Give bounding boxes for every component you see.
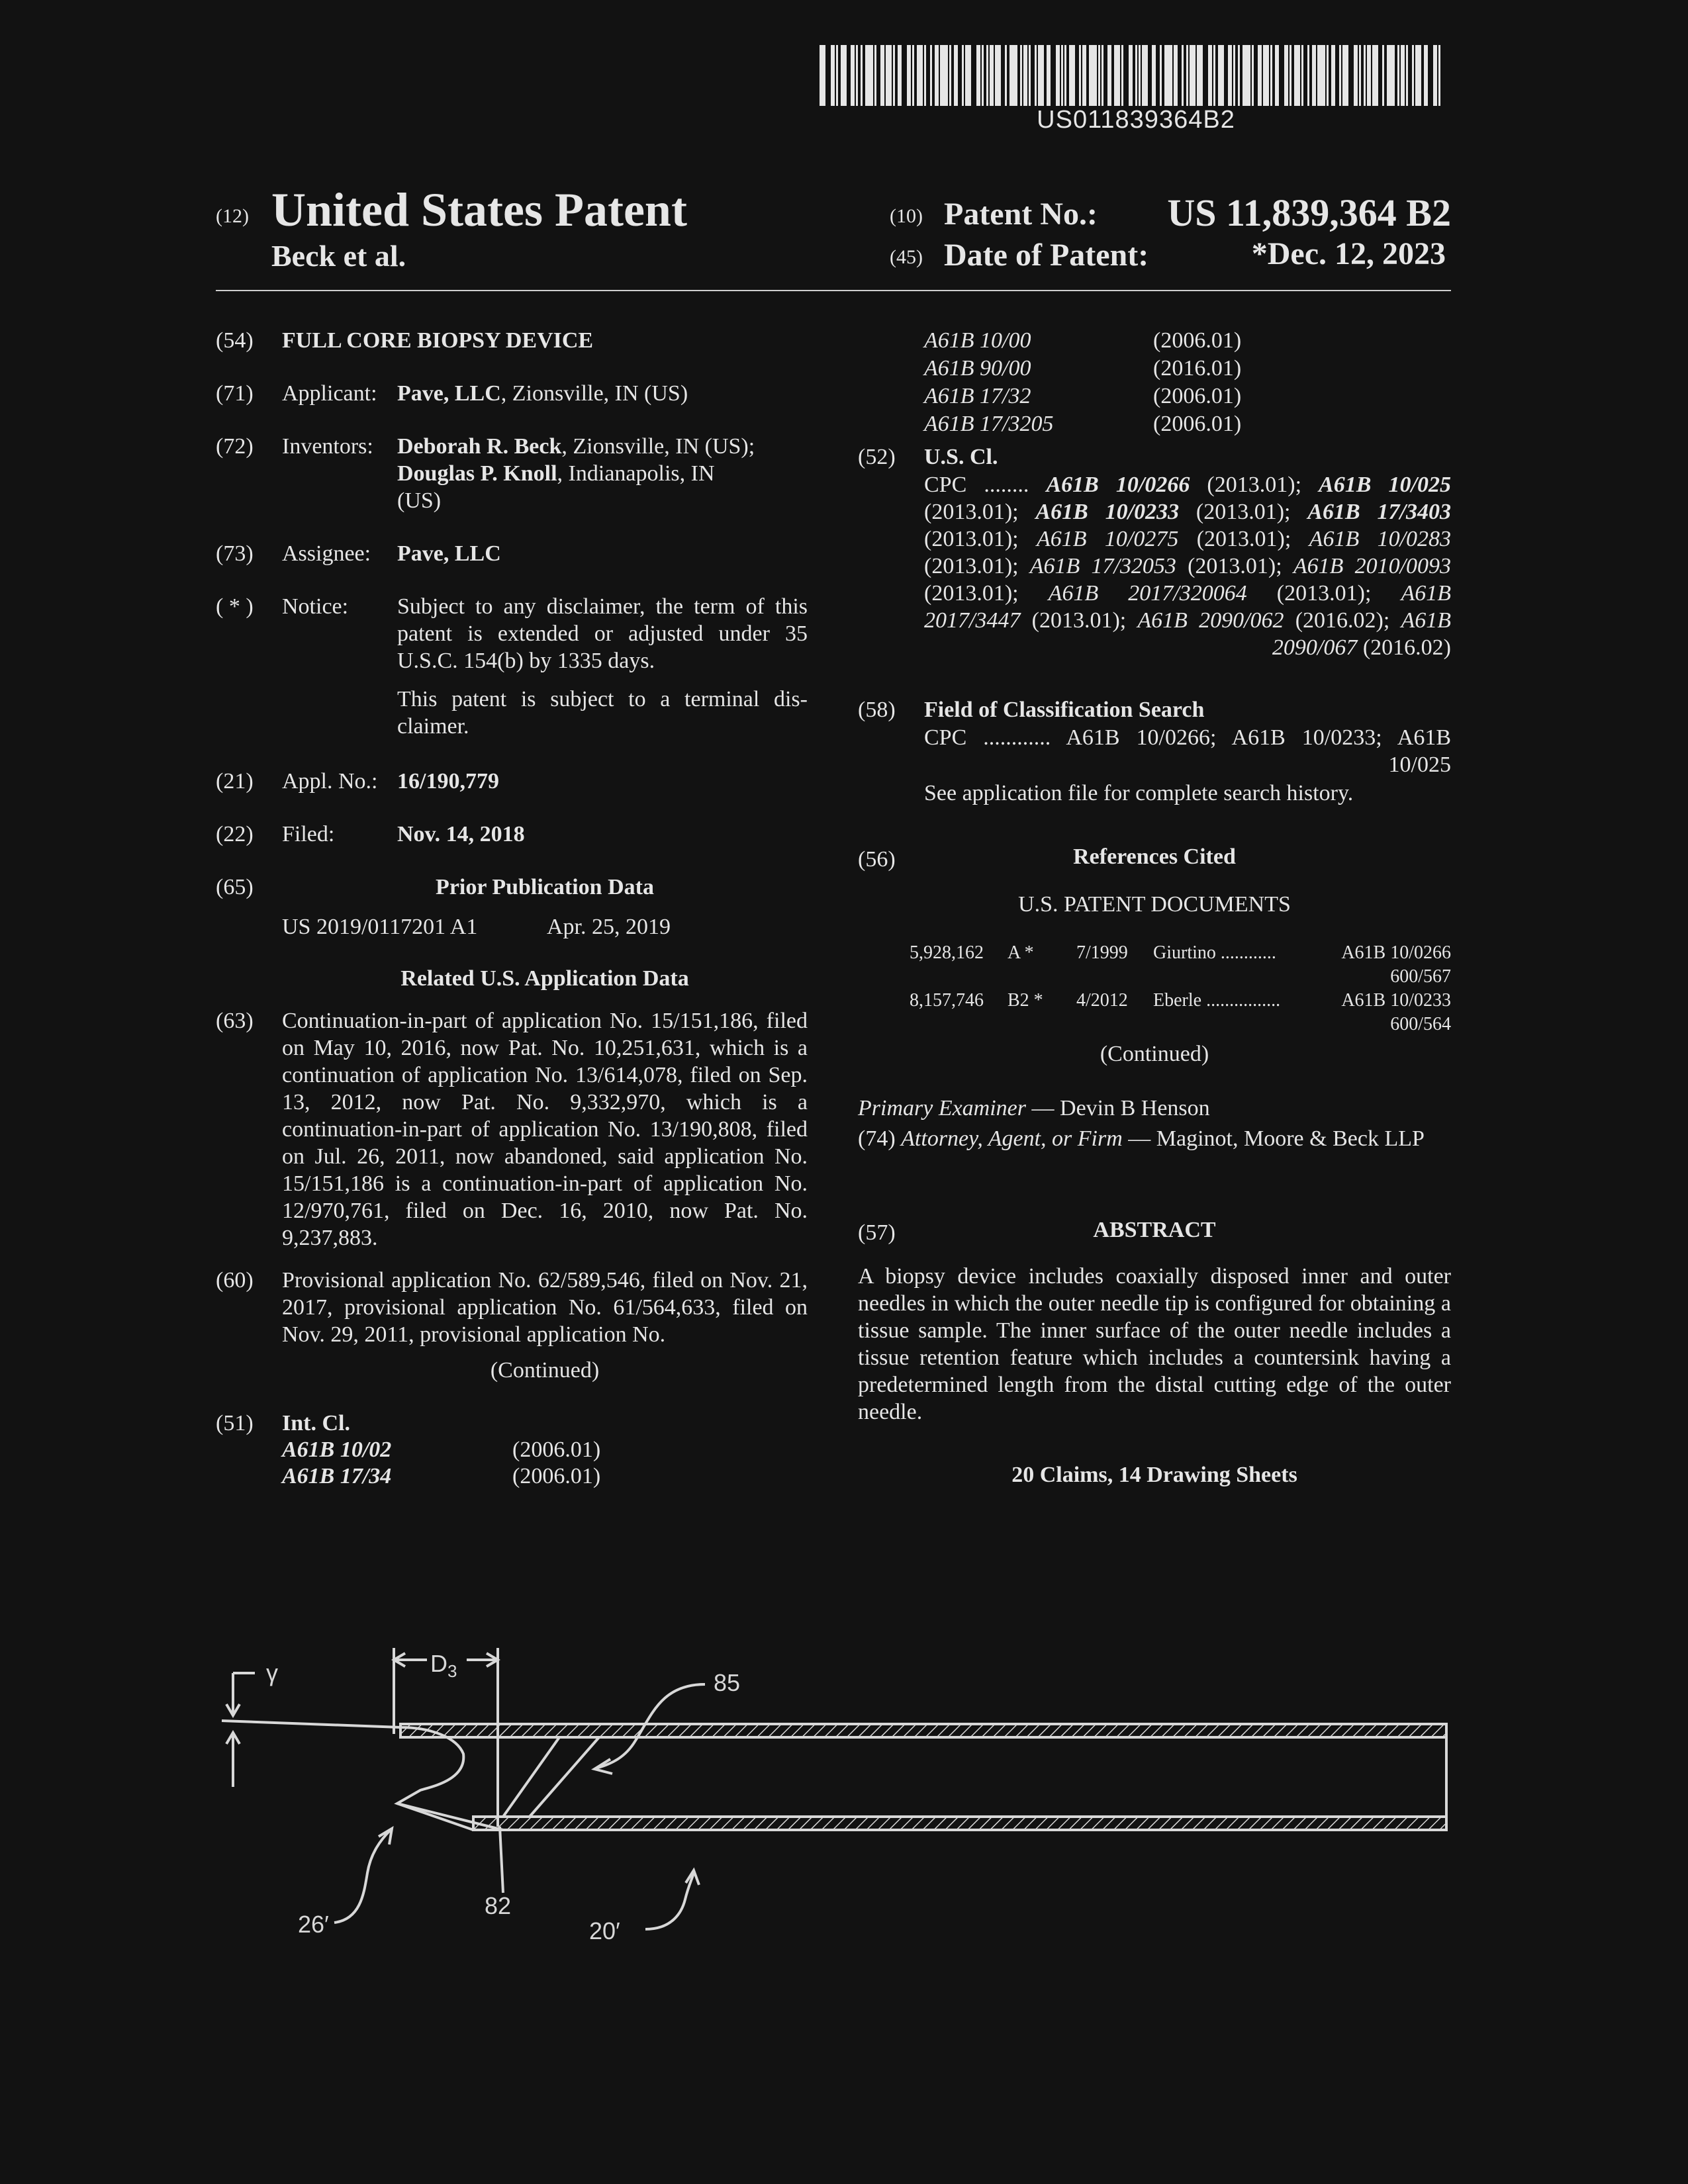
prior-publication-number: US 2019/0117201 A1 (282, 915, 478, 939)
code-58: (58) (858, 698, 896, 722)
field-search-label: Field of Classification Search (924, 698, 1205, 722)
assignee: Pave, LLC (397, 541, 501, 566)
inventors-short: Beck et al. (271, 239, 406, 273)
label-gamma: γ (266, 1659, 278, 1686)
invention-title: FULL CORE BIOPSY DEVICE (282, 328, 594, 353)
appl-no-label: Appl. No.: (282, 769, 378, 794)
countersink-line (530, 1737, 599, 1817)
label-26: 26′ (298, 1911, 329, 1938)
gamma-arrow (226, 1673, 240, 1715)
code-10: (10) (890, 205, 923, 227)
related-data-heading: Related U.S. Application Data (400, 966, 689, 991)
int-cl-version: (2006.01) (1153, 328, 1242, 353)
int-cl-code: A61B 17/34 (282, 1464, 392, 1488)
needle-bottom-wall (473, 1817, 1446, 1830)
cpc-classifications: CPC ........ A61B 10/0266 (2013.01); A61B 10/025 (2013.01); A61B 10/0233 (2013.01); A61B 17/3403 (2013.01); A61B 10/0275 (2013.01); A61B 10/0283 (2013.01); A61B 17/32053 (2013.01); A61B 2010/0093 (2013.01); A61B 2017/320064 (2013.01); A61B 2017/3447 (2013.01); A61B 2090/062 (2016.02); A61B 2090/067 (2016.02) (924, 473, 1452, 660)
reference-date: 7/1999 (1076, 942, 1128, 963)
label-85: 85 (714, 1669, 741, 1696)
left-continued: (Continued) (490, 1358, 600, 1383)
claims-and-sheets: 20 Claims, 14 Drawing Sheets (1011, 1463, 1297, 1487)
countersink-line (503, 1737, 559, 1817)
applicant: Pave, LLC, Zionsville, IN (US) (397, 381, 688, 406)
leader-26 (334, 1830, 391, 1923)
int-cl-version: (2006.01) (1153, 384, 1242, 408)
int-cl-version: (2006.01) (512, 1437, 601, 1462)
int-cl-code: A61B 10/02 (282, 1437, 392, 1462)
date-of-patent: *Dec. 12, 2023 (1251, 236, 1446, 271)
publication-number: US011839364B2 (1037, 106, 1235, 134)
code-52: (52) (858, 445, 896, 469)
reference-name: Giurtino ............ (1153, 942, 1276, 963)
notice-label: Notice: (282, 594, 349, 619)
abstract-heading: ABSTRACT (1093, 1218, 1216, 1242)
reference-kind: B2 * (1008, 990, 1043, 1011)
references-continued: (Continued) (1100, 1042, 1209, 1066)
label-20: 20′ (589, 1917, 620, 1944)
code-22: (22) (216, 822, 254, 846)
primary-examiner: Primary Examiner — Devin B Henson (858, 1096, 1210, 1120)
reference-class: A61B 10/0266 (1341, 942, 1451, 963)
leader-82 (500, 1827, 503, 1893)
label-d3: $D_3$ (430, 1650, 457, 1681)
abstract-text: A biopsy device includes coaxially disposed inner and outer needles in which the outer needle tip is configured for obtaining a tissue sample. The inner surface of the outer needle includes a tissue retention feature which includes a countersink having a predetermined length from the distal cutting edge of the outer needle. (858, 1264, 1451, 1424)
patent-number: US 11,839,364 B2 (1167, 191, 1451, 234)
code-71: (71) (216, 381, 254, 406)
date-label: Date of Patent: (944, 238, 1149, 273)
int-cl-version: (2006.01) (1153, 412, 1242, 436)
code-63: (63) (216, 1009, 254, 1033)
us-patent-documents-heading: U.S. PATENT DOCUMENTS (1018, 892, 1291, 917)
filed-date: Nov. 14, 2018 (397, 822, 525, 846)
us-cl-label: U.S. Cl. (924, 445, 998, 469)
related-application-text: Continuation-in-part of application No. 15/151,186, filed on May 10, 2016, now Pat. No. 10,251,631, which is a continuation of application No. 13/614,078, filed on Sep. 13, 2012, now Pat. No. 9,332,970, which is a continuation-in-part of application No. 13/190,808, filed on Jul. 26, 2011, now abandoned, said application No. 15/151,186 is a continuation-in-part of application No. 12/970,761, filed on Dec. 16, 2010, now Pat. No. 9,237,883. (282, 1009, 808, 1250)
reference-class: A61B 10/0233 (1341, 990, 1451, 1011)
reference-date: 4/2012 (1076, 990, 1128, 1011)
document-type: United States Patent (271, 183, 687, 236)
notice-text: Subject to any disclaimer, the term of this patent is extended or adjusted under 35 U.S.C. 154(b) by 1335 days. (397, 594, 808, 673)
applicant-label: Applicant: (282, 381, 377, 406)
appl-no: 16/190,779 (397, 769, 499, 794)
label-82: 82 (485, 1892, 512, 1919)
code-21: (21) (216, 769, 254, 794)
code-57: (57) (858, 1220, 896, 1245)
int-cl-version: (2016.01) (1153, 356, 1242, 381)
prior-publication-date: Apr. 25, 2019 (547, 915, 671, 939)
prior-publication-heading: Prior Publication Data (436, 875, 654, 899)
int-cl-code: A61B 17/32 (924, 384, 1031, 408)
inventors-label: Inventors: (282, 434, 373, 459)
int-cl-code: A61B 17/3205 (924, 412, 1054, 436)
reference-name: Eberle ................ (1153, 990, 1281, 1011)
provisional-application-text: Provisional application No. 62/589,546, filed on Nov. 21, 2017, provisional application No. 61/564,633, filed on Nov. 29, 2011, provisional application No. (282, 1268, 808, 1347)
code-72: (72) (216, 434, 254, 459)
terminal-disclaimer: This patent is subject to a terminal dis-claimer. (397, 687, 808, 739)
attorney-agent: (74) Attorney, Agent, or Firm — Maginot, Moore & Beck LLP (858, 1126, 1425, 1151)
inventors: Deborah R. Beck, Zionsville, IN (US); Douglas P. Knoll, Indianapolis, IN (US) (397, 434, 755, 513)
field-search-cpc: CPC ............ A61B 10/0266; A61B 10/0233; A61B 10/025 (924, 725, 1451, 777)
code-51: (51) (216, 1411, 254, 1435)
code-12: (12) (216, 205, 249, 227)
code-notice: ( * ) (216, 594, 254, 619)
code-73: (73) (216, 541, 254, 566)
filed-label: Filed: (282, 822, 335, 846)
assignee-label: Assignee: (282, 541, 371, 566)
int-cl-version: (2006.01) (512, 1464, 601, 1488)
needle-top-wall (400, 1724, 1446, 1737)
gamma-lower-arrow (226, 1733, 240, 1787)
int-cl-label: Int. Cl. (282, 1411, 350, 1435)
code-45: (45) (890, 246, 923, 268)
reference-kind: A * (1008, 942, 1034, 963)
code-54: (54) (216, 328, 254, 353)
code-56: (56) (858, 847, 896, 872)
reference-class-us: 600/564 (1390, 1014, 1451, 1034)
int-cl-code: A61B 10/00 (924, 328, 1031, 353)
code-65: (65) (216, 875, 254, 899)
reference-number: 8,157,746 (910, 990, 984, 1011)
reference-number: 5,928,162 (910, 942, 984, 963)
code-60: (60) (216, 1268, 254, 1293)
int-cl-code: A61B 90/00 (924, 356, 1031, 381)
field-search-note: See application file for complete search history. (924, 781, 1354, 805)
reference-class-us: 600/567 (1390, 966, 1451, 987)
patent-no-label: Patent No.: (944, 197, 1098, 232)
references-cited-heading: References Cited (1073, 844, 1236, 869)
